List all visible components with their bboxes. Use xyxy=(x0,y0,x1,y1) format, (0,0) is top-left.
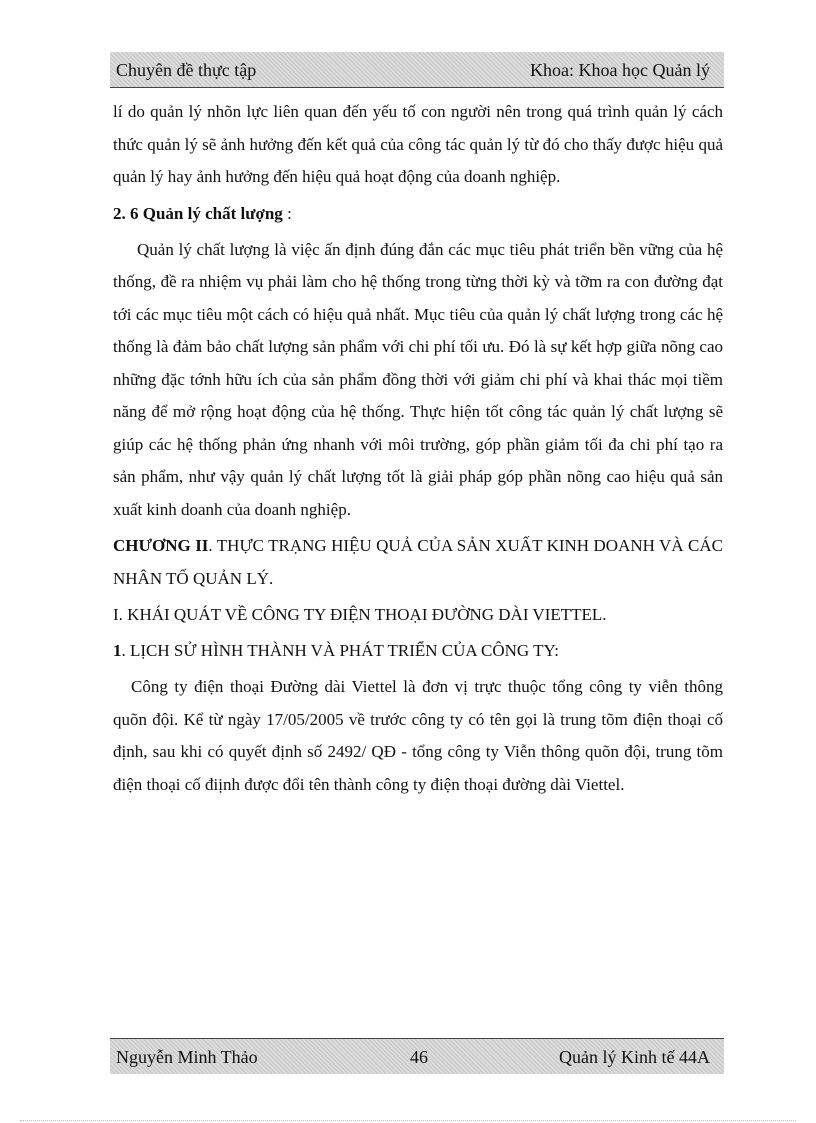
paragraph-management-reason: lí do quản lý nhõn lực liên quan đến yếu tố con người nên trong quá trình quản lý cách thức quản lý sẽ ảnh hưởng đến kết quả của công tác quản lý từ đó cho thấy được hiệu quả quản lý hay ảnh hưởng đến hiệu quả hoạt động của doanh nghiệp. xyxy=(113,102,723,186)
page-footer xyxy=(110,1038,724,1074)
footer-author: Nguyễn Minh Thảo xyxy=(116,1047,258,1067)
footer-class-name: Quản lý Kinh tế 44A xyxy=(559,1047,710,1067)
paragraph-company-history: Công ty điện thoại Đường dài Viettel là đơn vị trực thuộc tổng công ty viễn thông quõn đội. Kể từ ngày 17/05/2005 về trước công ty có tên gọi là trung tõm điện thoại cố định, sau khi có quyết định số 2492/ QĐ - tổng công ty Viễn thông quõn đội, trung tõm điện thoại cố điịnh được đổi tên thành công ty điện thoại đường dài Viettel. xyxy=(113,677,723,794)
page-bottom-border xyxy=(20,1120,796,1121)
section-heading-quality-management-title: 2. 6 Quản lý chất lượng xyxy=(113,203,283,223)
chapter-label: CHƯƠNG II xyxy=(113,536,209,555)
subsection-heading-company-history xyxy=(113,635,723,667)
section-heading-quality-management-suffix: : xyxy=(282,203,292,223)
subsection-title: . LỊCH SỬ HÌNH THÀNH VÀ PHÁT TRIỂN CỦA CÔNG TY: xyxy=(121,641,559,660)
footer-page-number: 46 xyxy=(410,1047,428,1067)
section-heading-company-overview: I. KHÁI QUÁT VỀ CÔNG TY ĐIỆN THOẠI ĐƯỜNG DÀI VIETTEL. xyxy=(113,605,607,624)
header-document-type: Chuyên đề thực tập xyxy=(116,60,257,80)
page-body xyxy=(113,96,723,801)
section-heading-quality-management xyxy=(113,198,723,230)
chapter-title: . THỰC TRẠNG HIỆU QUẢ CỦA SẢN XUẤT KINH DOANH VÀ CÁC NHÂN TỐ QUẢN LÝ. xyxy=(113,536,723,588)
paragraph-quality-management: Quản lý chất lượng là việc ấn định đúng đắn các mục tiêu phát triển bền vững của hệ thống, đề ra nhiệm vụ phải làm cho hệ thống trong từng thời kỳ và tỡm ra con đường đạt tới các mục tiêu một cách có hiệu quả nhất. Mục tiêu của quản lý chất lượng trong các hệ thống là đảm bảo chất lượng sản phẩm với chi phí tối ưu. Đó là sự kết hợp giữa nõng cao những đặc tớnh hữu ích của sản phẩm đồng thời với giảm chi phí và khai thác mọi tiềm năng để mở rộng hoạt động của hệ thống. Thực hiện tốt công tác quản lý chất lượng sẽ giúp các hệ thống phản ứng nhanh với môi trường, góp phần giảm tối đa chi phí tạo ra sản phẩm, như vậy quản lý chất lượng tốt là giải pháp góp phần nõng cao hiệu quả sản xuất kinh doanh của doanh nghiệp. xyxy=(113,239,723,519)
chapter-heading xyxy=(113,530,723,595)
page-header xyxy=(110,52,724,88)
subsection-number: 1 xyxy=(113,641,122,660)
header-faculty: Khoa: Khoa học Quản lý xyxy=(530,60,710,80)
